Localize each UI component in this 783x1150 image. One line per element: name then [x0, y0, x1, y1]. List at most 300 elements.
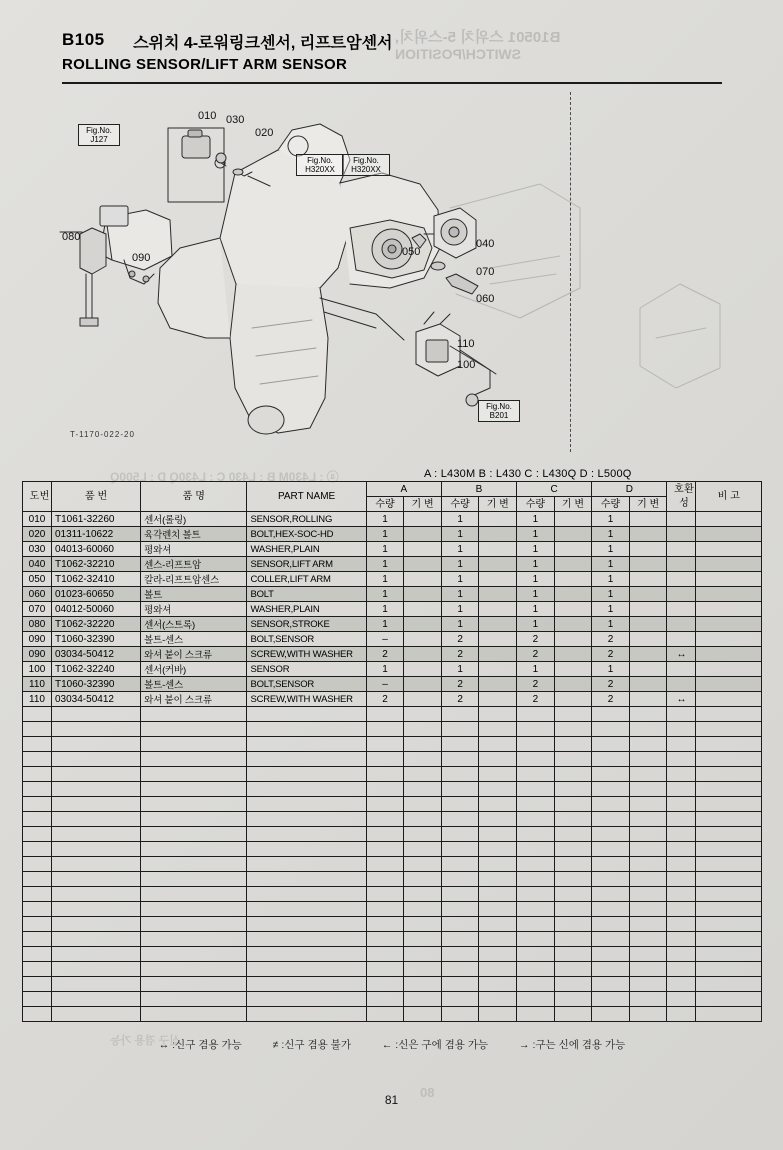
cell-empty	[667, 842, 696, 857]
cell-ref: 090	[23, 647, 52, 662]
cell-chg-c	[554, 632, 592, 647]
cell-empty	[517, 872, 555, 887]
cell-empty	[23, 932, 52, 947]
cell-empty	[23, 962, 52, 977]
table-row[interactable]	[23, 512, 762, 527]
cell-empty	[52, 842, 141, 857]
cell-empty	[517, 722, 555, 737]
cell-chg-a	[404, 662, 442, 677]
cell-empty	[517, 977, 555, 992]
cell-empty	[479, 857, 517, 872]
cell-korean-name: 센서(커바)	[141, 662, 247, 677]
cell-chg-a	[404, 677, 442, 692]
th-chg-d: 기 변	[629, 497, 667, 512]
cell-empty	[52, 1007, 141, 1022]
cell-korean-name: 볼트-센스	[141, 677, 247, 692]
table-row-empty	[23, 917, 762, 932]
cell-empty	[629, 812, 667, 827]
cell-empty	[141, 992, 247, 1007]
cell-qty-c: 2	[517, 692, 555, 707]
cell-empty	[479, 782, 517, 797]
cell-empty	[554, 797, 592, 812]
cell-empty	[479, 707, 517, 722]
cell-empty	[404, 932, 442, 947]
cell-chg-a	[404, 542, 442, 557]
cell-part-no: T1062-32410	[52, 572, 141, 587]
cell-empty	[629, 827, 667, 842]
cell-empty	[23, 812, 52, 827]
callout-070: 070	[476, 266, 495, 278]
cell-empty	[366, 1007, 404, 1022]
cell-empty	[592, 947, 630, 962]
cell-empty	[404, 797, 442, 812]
cell-empty	[441, 1007, 479, 1022]
cell-empty	[554, 947, 592, 962]
cell-chg-d	[629, 527, 667, 542]
table-row-empty	[23, 827, 762, 842]
cell-empty	[366, 992, 404, 1007]
cell-ref: 020	[23, 527, 52, 542]
cell-compat	[667, 572, 696, 587]
cell-part-no: 03034-50412	[52, 647, 141, 662]
cell-empty	[517, 767, 555, 782]
cell-chg-c	[554, 542, 592, 557]
cell-empty	[404, 722, 442, 737]
cell-empty	[23, 827, 52, 842]
cell-empty	[667, 962, 696, 977]
cell-empty	[554, 872, 592, 887]
cell-empty	[247, 902, 366, 917]
cell-empty	[141, 767, 247, 782]
cell-empty	[667, 917, 696, 932]
table-row-empty	[23, 842, 762, 857]
table-row-empty	[23, 962, 762, 977]
cell-empty	[404, 947, 442, 962]
cell-empty	[479, 992, 517, 1007]
cell-compat: ↔	[667, 647, 696, 662]
cell-empty	[696, 812, 762, 827]
cell-empty	[52, 962, 141, 977]
cell-qty-b: 1	[441, 602, 479, 617]
cell-compat	[667, 632, 696, 647]
cell-empty	[52, 722, 141, 737]
cell-ref: 100	[23, 662, 52, 677]
cell-qty-d: 1	[592, 662, 630, 677]
cell-part-name: SENSOR	[247, 662, 366, 677]
cell-empty	[441, 917, 479, 932]
cell-empty	[23, 722, 52, 737]
cell-empty	[629, 767, 667, 782]
cell-part-no: 03034-50412	[52, 692, 141, 707]
cell-empty	[247, 782, 366, 797]
cell-empty	[441, 737, 479, 752]
table-row[interactable]	[23, 662, 762, 677]
callout-060: 060	[476, 293, 495, 305]
cell-empty	[696, 722, 762, 737]
cell-qty-d: 1	[592, 617, 630, 632]
legend-item-1: ↔ :신구 겸용 가능	[158, 1039, 242, 1051]
table-row-empty	[23, 707, 762, 722]
exploded-diagram	[20, 88, 765, 463]
cell-empty	[404, 872, 442, 887]
cell-empty	[441, 872, 479, 887]
cell-chg-b	[479, 647, 517, 662]
cell-empty	[696, 737, 762, 752]
cell-empty	[247, 857, 366, 872]
cell-remark	[696, 692, 762, 707]
fig-ref-label: Fig.No.	[307, 156, 333, 165]
cell-qty-d: 1	[592, 542, 630, 557]
table-row[interactable]	[23, 587, 762, 602]
cell-empty	[629, 992, 667, 1007]
th-group-d: D	[592, 482, 667, 497]
cell-empty	[696, 947, 762, 962]
cell-empty	[247, 872, 366, 887]
cell-empty	[667, 992, 696, 1007]
cell-empty	[592, 842, 630, 857]
th-qty-d: 수량	[592, 497, 630, 512]
table-row-empty	[23, 872, 762, 887]
cell-compat: ↔	[667, 692, 696, 707]
cell-empty	[696, 962, 762, 977]
cell-compat	[667, 542, 696, 557]
cell-empty	[667, 1007, 696, 1022]
cell-qty-a: 2	[366, 692, 404, 707]
cell-empty	[52, 902, 141, 917]
cell-qty-a: 1	[366, 557, 404, 572]
cell-qty-a: 1	[366, 527, 404, 542]
cell-empty	[479, 737, 517, 752]
th-part-no: 품 번	[52, 482, 141, 512]
cell-empty	[629, 887, 667, 902]
cell-empty	[441, 722, 479, 737]
cell-korean-name: 센스-리프트암	[141, 557, 247, 572]
cell-empty	[629, 707, 667, 722]
table-row-empty	[23, 782, 762, 797]
cell-empty	[517, 887, 555, 902]
cell-qty-b: 1	[441, 542, 479, 557]
cell-empty	[52, 827, 141, 842]
cell-qty-c: 1	[517, 602, 555, 617]
cell-qty-d: 1	[592, 587, 630, 602]
cell-empty	[696, 932, 762, 947]
cell-empty	[629, 902, 667, 917]
cell-qty-a: 1	[366, 602, 404, 617]
cell-chg-b	[479, 692, 517, 707]
cell-part-no: T1060-32390	[52, 677, 141, 692]
cell-qty-c: 1	[517, 662, 555, 677]
cell-empty	[52, 797, 141, 812]
cell-chg-c	[554, 602, 592, 617]
cell-empty	[517, 707, 555, 722]
cell-empty	[629, 842, 667, 857]
cell-chg-b	[479, 617, 517, 632]
cell-chg-d	[629, 557, 667, 572]
cell-empty	[52, 812, 141, 827]
cell-part-name: COLLER,LIFT ARM	[247, 572, 366, 587]
cell-ref: 010	[23, 512, 52, 527]
table-row[interactable]	[23, 557, 762, 572]
cell-chg-d	[629, 512, 667, 527]
cell-empty	[23, 902, 52, 917]
cell-empty	[592, 872, 630, 887]
fig-ref-b201	[478, 400, 520, 422]
cell-empty	[141, 827, 247, 842]
cell-empty	[667, 932, 696, 947]
callout-010: 010	[198, 110, 217, 122]
table-row[interactable]	[23, 542, 762, 557]
cell-empty	[366, 767, 404, 782]
cell-empty	[667, 767, 696, 782]
cell-chg-c	[554, 647, 592, 662]
table-row-empty	[23, 857, 762, 872]
cell-empty	[441, 707, 479, 722]
cell-empty	[696, 902, 762, 917]
cell-empty	[23, 752, 52, 767]
cell-remark	[696, 662, 762, 677]
cell-empty	[247, 722, 366, 737]
cell-empty	[441, 902, 479, 917]
cell-empty	[52, 917, 141, 932]
cell-empty	[629, 1007, 667, 1022]
cell-empty	[517, 1007, 555, 1022]
cell-empty	[479, 902, 517, 917]
cell-chg-a	[404, 587, 442, 602]
cell-empty	[592, 737, 630, 752]
cell-empty	[592, 962, 630, 977]
cell-qty-d: 2	[592, 677, 630, 692]
cell-empty	[592, 722, 630, 737]
cell-korean-name: 센서(롤링)	[141, 512, 247, 527]
cell-chg-c	[554, 662, 592, 677]
cell-empty	[404, 767, 442, 782]
cell-empty	[667, 707, 696, 722]
cell-remark	[696, 617, 762, 632]
table-row-empty	[23, 797, 762, 812]
cell-empty	[479, 917, 517, 932]
cell-empty	[696, 842, 762, 857]
cell-qty-c: 2	[517, 677, 555, 692]
cell-empty	[52, 947, 141, 962]
cell-empty	[247, 827, 366, 842]
cell-empty	[629, 962, 667, 977]
table-row-empty	[23, 737, 762, 752]
cell-empty	[554, 992, 592, 1007]
table-row-empty	[23, 1007, 762, 1022]
cell-empty	[517, 962, 555, 977]
cell-chg-d	[629, 542, 667, 557]
cell-empty	[696, 767, 762, 782]
cell-empty	[554, 857, 592, 872]
cell-empty	[23, 917, 52, 932]
cell-empty	[479, 797, 517, 812]
cell-empty	[592, 782, 630, 797]
cell-empty	[554, 1007, 592, 1022]
cell-chg-d	[629, 632, 667, 647]
cell-part-name: BOLT,SENSOR	[247, 632, 366, 647]
cell-qty-a: 1	[366, 617, 404, 632]
cell-empty	[592, 767, 630, 782]
cell-empty	[441, 977, 479, 992]
cell-empty	[441, 857, 479, 872]
cell-empty	[517, 932, 555, 947]
cell-qty-d: 1	[592, 602, 630, 617]
cell-empty	[23, 857, 52, 872]
table-row[interactable]	[23, 647, 762, 662]
cell-empty	[141, 722, 247, 737]
cell-empty	[366, 737, 404, 752]
cell-empty	[696, 917, 762, 932]
cell-korean-name: 육각렌치 볼트	[141, 527, 247, 542]
callout-110: 110	[457, 338, 475, 350]
cell-empty	[517, 782, 555, 797]
cell-empty	[592, 857, 630, 872]
cell-qty-c: 1	[517, 557, 555, 572]
cell-chg-b	[479, 602, 517, 617]
table-row-empty	[23, 947, 762, 962]
cell-empty	[696, 977, 762, 992]
page-number: 81	[384, 1093, 399, 1107]
fig-ref-j127	[78, 124, 120, 146]
cell-empty	[247, 1007, 366, 1022]
cell-part-name: SENSOR,STROKE	[247, 617, 366, 632]
th-chg-c: 기 변	[554, 497, 592, 512]
cell-empty	[366, 722, 404, 737]
table-row[interactable]	[23, 602, 762, 617]
cell-part-no: T1061-32260	[52, 512, 141, 527]
cell-empty	[592, 752, 630, 767]
cell-chg-c	[554, 692, 592, 707]
cell-empty	[667, 902, 696, 917]
th-ref: 도번	[23, 482, 52, 512]
cell-empty	[404, 812, 442, 827]
cell-compat	[667, 602, 696, 617]
cell-part-name: BOLT	[247, 587, 366, 602]
cell-chg-b	[479, 632, 517, 647]
cell-empty	[479, 812, 517, 827]
cell-ref: 030	[23, 542, 52, 557]
cell-empty	[517, 752, 555, 767]
cell-empty	[404, 992, 442, 1007]
cell-qty-b: 1	[441, 527, 479, 542]
cell-qty-d: 1	[592, 572, 630, 587]
cell-qty-d: 2	[592, 647, 630, 662]
cell-empty	[667, 782, 696, 797]
cell-remark	[696, 602, 762, 617]
cell-korean-name: 평와셔	[141, 542, 247, 557]
cell-empty	[554, 737, 592, 752]
cell-empty	[366, 887, 404, 902]
cell-empty	[696, 797, 762, 812]
cell-empty	[366, 962, 404, 977]
cell-qty-d: 1	[592, 527, 630, 542]
cell-empty	[629, 872, 667, 887]
cell-empty	[441, 932, 479, 947]
cell-part-no: 04013-60060	[52, 542, 141, 557]
cell-empty	[479, 887, 517, 902]
cell-empty	[141, 932, 247, 947]
cell-empty	[247, 737, 366, 752]
cell-qty-c: 1	[517, 542, 555, 557]
cell-korean-name: 볼트	[141, 587, 247, 602]
cell-empty	[404, 857, 442, 872]
cell-empty	[554, 842, 592, 857]
cell-empty	[667, 872, 696, 887]
cell-empty	[366, 812, 404, 827]
cell-chg-b	[479, 512, 517, 527]
cell-ref: 080	[23, 617, 52, 632]
cell-chg-b	[479, 572, 517, 587]
cell-part-no: 04012-50060	[52, 602, 141, 617]
fig-ref-label: Fig.No.	[86, 126, 112, 135]
th-chg-a: 기 변	[404, 497, 442, 512]
cell-ref: 070	[23, 602, 52, 617]
cell-empty	[517, 827, 555, 842]
cell-empty	[479, 767, 517, 782]
cell-empty	[554, 782, 592, 797]
cell-empty	[629, 752, 667, 767]
cell-empty	[479, 722, 517, 737]
cell-empty	[479, 947, 517, 962]
cell-empty	[366, 782, 404, 797]
variant-legend: A : L430M B : L430 C : L430Q D : L500Q	[424, 468, 632, 480]
cell-empty	[23, 1007, 52, 1022]
cell-chg-c	[554, 617, 592, 632]
cell-empty	[52, 707, 141, 722]
cell-part-name: WASHER,PLAIN	[247, 602, 366, 617]
cell-empty	[247, 812, 366, 827]
table-row[interactable]	[23, 527, 762, 542]
cell-empty	[366, 947, 404, 962]
cell-empty	[554, 722, 592, 737]
cell-part-no: 01311-10622	[52, 527, 141, 542]
callout-090: 090	[132, 252, 151, 264]
cell-qty-c: 2	[517, 632, 555, 647]
cell-empty	[696, 992, 762, 1007]
table-row[interactable]	[23, 572, 762, 587]
table-row[interactable]	[23, 677, 762, 692]
cell-empty	[629, 737, 667, 752]
cell-empty	[592, 797, 630, 812]
cell-chg-d	[629, 692, 667, 707]
th-group-c: C	[517, 482, 592, 497]
cell-empty	[52, 737, 141, 752]
table-row[interactable]	[23, 692, 762, 707]
cell-ref: 110	[23, 692, 52, 707]
table-row[interactable]	[23, 617, 762, 632]
cell-empty	[52, 767, 141, 782]
cell-empty	[696, 827, 762, 842]
callout-100: 100	[457, 359, 476, 371]
cell-empty	[23, 707, 52, 722]
callout-050: 050	[402, 246, 421, 258]
fig-ref-label: Fig.No.	[353, 156, 379, 165]
cell-empty	[667, 857, 696, 872]
cell-part-no: T1062-32210	[52, 557, 141, 572]
cell-empty	[247, 917, 366, 932]
cell-empty	[141, 872, 247, 887]
cell-part-name: SENSOR,LIFT ARM	[247, 557, 366, 572]
cell-part-name: SCREW,WITH WASHER	[247, 647, 366, 662]
cell-empty	[366, 797, 404, 812]
cell-empty	[667, 977, 696, 992]
cell-empty	[52, 857, 141, 872]
page-header	[62, 30, 722, 73]
table-row[interactable]	[23, 632, 762, 647]
cell-ref: 050	[23, 572, 52, 587]
cell-empty	[479, 872, 517, 887]
cell-part-no: T1062-32220	[52, 617, 141, 632]
